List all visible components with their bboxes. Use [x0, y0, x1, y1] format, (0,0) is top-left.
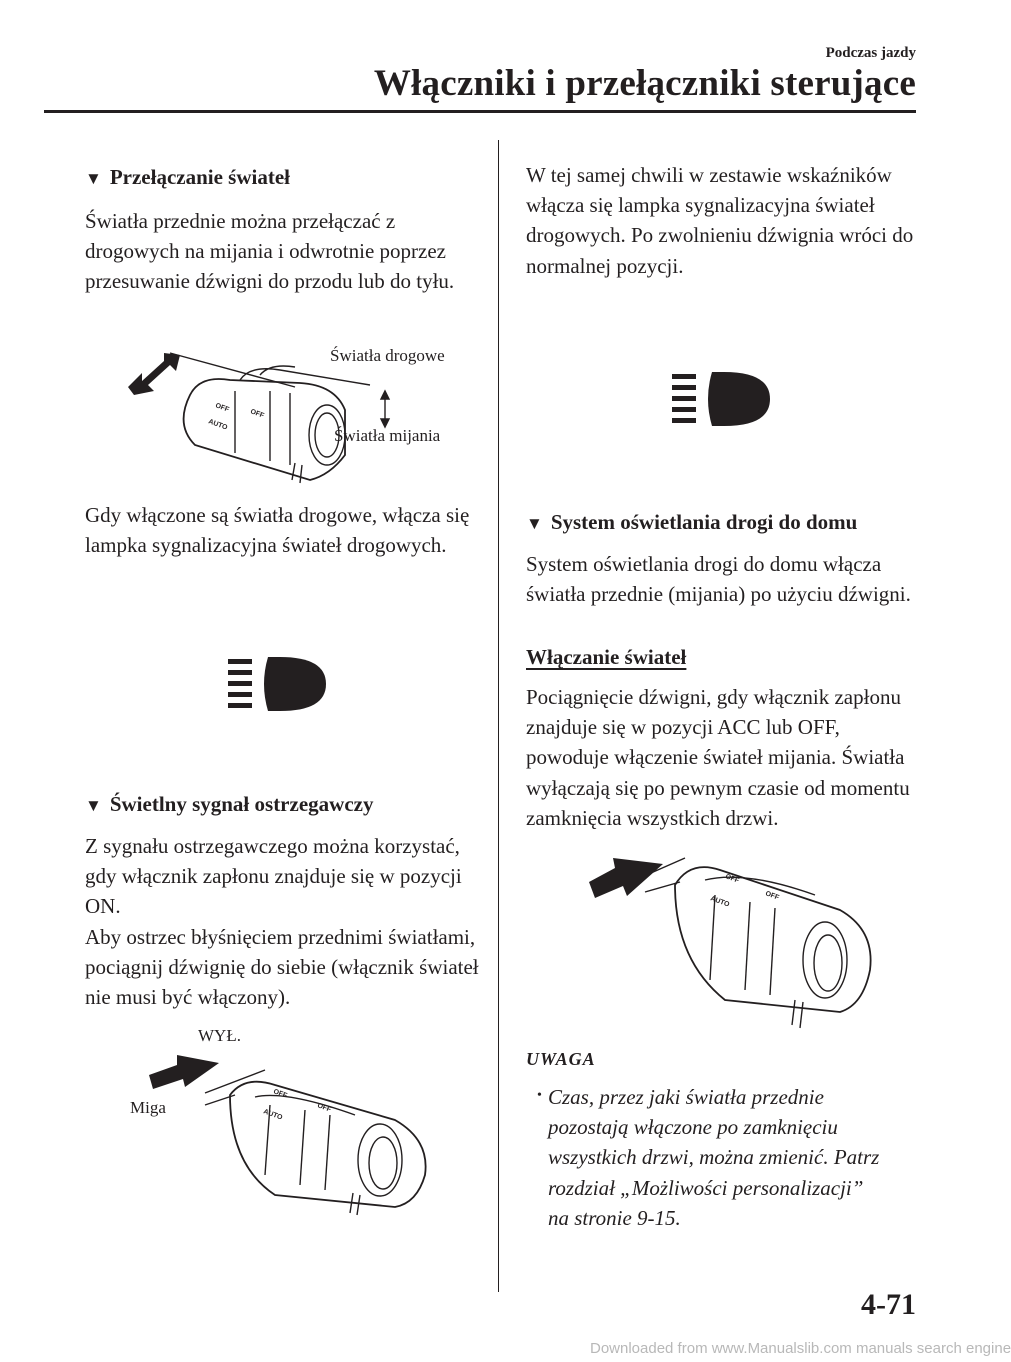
bullet-icon: •	[537, 1088, 542, 1103]
label-flash: Miga	[130, 1098, 166, 1117]
paragraph-turning-on: Pociągnięcie dźwigni, gdy włącznik zapłonu znajduje się w pozycji ACC lub OFF, powoduje włączenie świateł mijania. Światła wyłączają się po pewnym czasie od momentu zamknięcia wszystkich drzwi.	[526, 685, 910, 830]
paragraph-coming-home: System oświetlania drogi do domu włącza światła przednie (mijania) po użyciu dźwigni.	[526, 552, 911, 607]
heading-beam-switch: ▼ Przełączanie świateł	[85, 165, 290, 189]
high-beam-indicator-icon	[672, 370, 772, 428]
lever-off-text-2: OFF	[249, 408, 265, 420]
footer-watermark: Downloaded from www.Manualslib.com manuals search engine	[590, 1340, 1011, 1357]
pull-arrow-icon	[589, 858, 663, 898]
lever-auto-text: AUTO	[709, 895, 731, 909]
double-arrow-icon	[128, 353, 180, 395]
section-label: Podczas jazdy	[825, 45, 916, 61]
triangle-icon: ▼	[85, 796, 102, 815]
column-divider	[498, 140, 499, 1292]
paragraph-beam-switch: Światła przednie można przełączać z drogowych na mijania i odwrotnie poprzez przesuwanie dźwigni do przodu lub do tyłu.	[85, 209, 455, 294]
lever-auto-text: AUTO	[262, 1108, 284, 1122]
note-item: Czas, przez jaki światła przednie pozostają włączone po zamknięciu wszystkich drzwi, można zmienić. Patrz rozdział „Możliwości personalizacji” na stronie 9-15.	[548, 1085, 880, 1230]
lever-figure-coming-home	[585, 840, 885, 1030]
lever-off-text-2: OFF	[764, 890, 780, 902]
heading-coming-home: ▼ System oświetlania drogi do domu	[526, 510, 858, 534]
lever-auto-text: AUTO	[207, 418, 229, 432]
page-number: 4-71	[861, 1288, 916, 1321]
page-title: Włączniki i przełączniki sterujące	[373, 63, 916, 104]
note-label: UWAGA	[526, 1049, 596, 1069]
paragraph-flash-instructions: Aby ostrzec błyśnięciem przednimi światłami, pociągnij dźwignię do siebie (włącznik świateł nie musi być włączony).	[85, 925, 479, 1010]
lever-off-text: OFF	[724, 873, 740, 885]
pull-arrow-icon	[149, 1055, 219, 1089]
label-high-beam: Światła drogowe	[330, 346, 445, 365]
subheading-turning-on: Włączanie świateł	[526, 645, 687, 669]
paragraph-flash-signal: Z sygnału ostrzegawczego można korzystać, gdy włącznik zapłonu znajduje się w pozycji ON.	[85, 834, 462, 919]
lever-off-text: OFF	[214, 402, 230, 414]
paragraph-indicator-returns: W tej samej chwili w zestawie wskaźników włącza się lampka sygnalizacyjna świateł drogowych. Po zwolnieniu dźwignia wróci do normalnej pozycji.	[526, 163, 914, 278]
high-beam-indicator-icon	[228, 655, 328, 713]
label-low-beam: Światła mijania	[334, 426, 441, 445]
header-rule	[44, 110, 916, 113]
lever-off-text: OFF	[272, 1088, 288, 1100]
lever-figure-flash	[145, 1045, 445, 1215]
heading-flash-signal: ▼ Świetlny sygnał ostrzegawczy	[85, 792, 374, 816]
lever-off-text-2: OFF	[316, 1102, 332, 1114]
paragraph-high-beam-indicator: Gdy włączone są światła drogowe, włącza się lampka sygnalizacyjna świateł drogowych.	[85, 503, 470, 558]
triangle-icon: ▼	[85, 169, 102, 188]
triangle-icon: ▼	[526, 514, 543, 533]
label-off: WYŁ.	[198, 1026, 241, 1045]
